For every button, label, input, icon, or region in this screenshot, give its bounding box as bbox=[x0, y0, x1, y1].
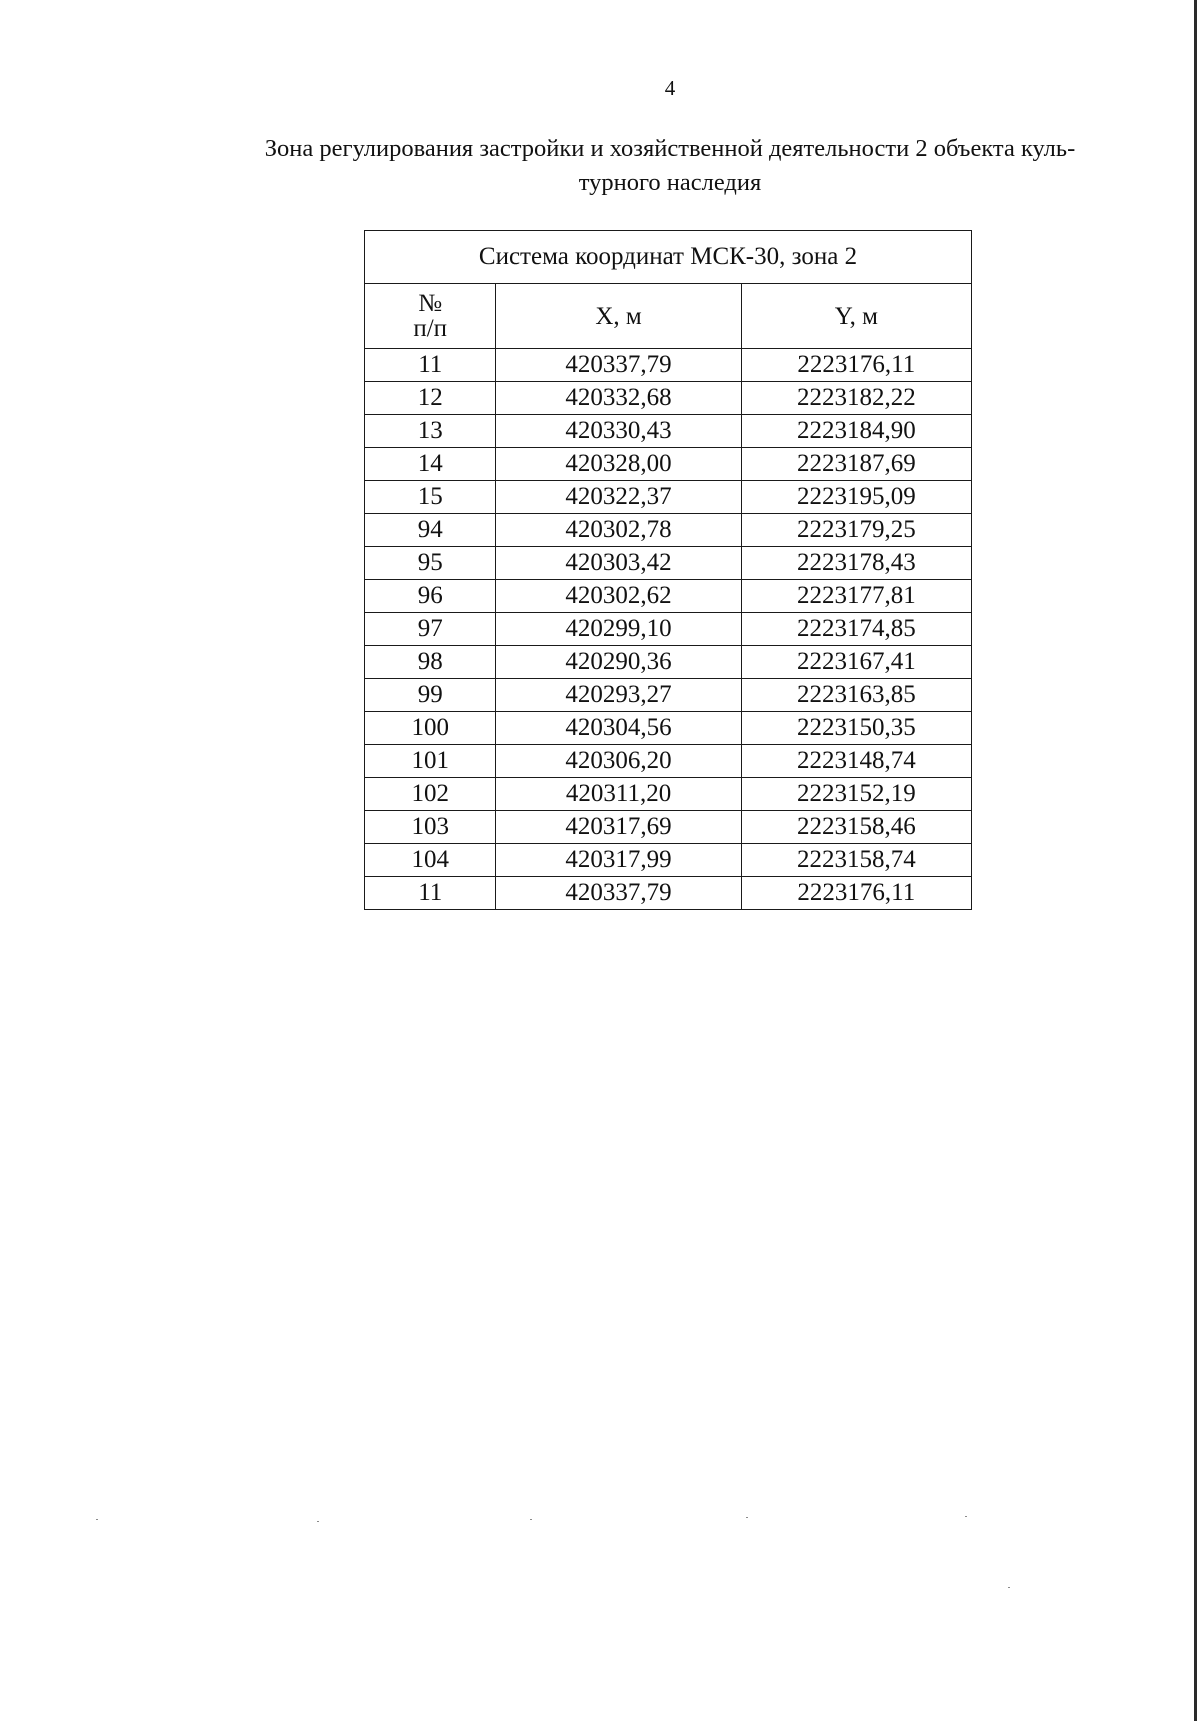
point-number-cell: 11 bbox=[365, 877, 496, 910]
point-number-cell: 100 bbox=[365, 712, 496, 745]
point-number-cell: 99 bbox=[365, 679, 496, 712]
x-coordinate-cell: 420337,79 bbox=[496, 877, 741, 910]
scan-speck bbox=[965, 1516, 967, 1517]
point-number-cell: 11 bbox=[365, 349, 496, 382]
x-coordinate-cell: 420332,68 bbox=[496, 382, 741, 415]
coordinates-table bbox=[364, 230, 972, 910]
y-coordinate-cell: 2223163,85 bbox=[741, 679, 971, 712]
point-number-cell: 98 bbox=[365, 646, 496, 679]
table-caption: Система координат МСК-30, зона 2 bbox=[365, 231, 972, 284]
table-row bbox=[365, 448, 972, 481]
point-number-cell: 94 bbox=[365, 514, 496, 547]
x-coordinate-cell: 420303,42 bbox=[496, 547, 741, 580]
point-number-cell: 96 bbox=[365, 580, 496, 613]
y-coordinate-cell: 2223167,41 bbox=[741, 646, 971, 679]
x-coordinate-cell: 420290,36 bbox=[496, 646, 741, 679]
table-row bbox=[365, 547, 972, 580]
x-coordinate-cell: 420293,27 bbox=[496, 679, 741, 712]
table-row bbox=[365, 745, 972, 778]
point-number-cell: 13 bbox=[365, 415, 496, 448]
point-number-cell: 104 bbox=[365, 844, 496, 877]
column-header-number-symbol: № bbox=[418, 290, 443, 317]
y-coordinate-cell: 2223174,85 bbox=[741, 613, 971, 646]
table-row bbox=[365, 712, 972, 745]
table-row bbox=[365, 679, 972, 712]
y-coordinate-cell: 2223148,74 bbox=[741, 745, 971, 778]
y-coordinate-cell: 2223177,81 bbox=[741, 580, 971, 613]
table-row bbox=[365, 481, 972, 514]
scan-speck bbox=[530, 1519, 532, 1520]
x-coordinate-cell: 420306,20 bbox=[496, 745, 741, 778]
scan-speck bbox=[1008, 1587, 1010, 1588]
table-row bbox=[365, 415, 972, 448]
x-coordinate-cell: 420304,56 bbox=[496, 712, 741, 745]
point-number-cell: 97 bbox=[365, 613, 496, 646]
point-number-cell: 14 bbox=[365, 448, 496, 481]
table-row bbox=[365, 844, 972, 877]
table-row bbox=[365, 646, 972, 679]
y-coordinate-cell: 2223179,25 bbox=[741, 514, 971, 547]
scan-speck bbox=[96, 1519, 98, 1520]
column-header-number bbox=[365, 284, 496, 349]
y-coordinate-cell: 2223187,69 bbox=[741, 448, 971, 481]
column-header-y: Y, м bbox=[741, 284, 971, 349]
x-coordinate-cell: 420311,20 bbox=[496, 778, 741, 811]
scan-page-edge bbox=[1194, 0, 1197, 1721]
x-coordinate-cell: 420302,78 bbox=[496, 514, 741, 547]
page-number: 4 bbox=[664, 76, 676, 100]
table-row bbox=[365, 778, 972, 811]
x-coordinate-cell: 420299,10 bbox=[496, 613, 741, 646]
column-header-number-abbr: п/п bbox=[413, 315, 448, 342]
table-row bbox=[365, 811, 972, 844]
table-body bbox=[365, 349, 972, 910]
point-number-cell: 102 bbox=[365, 778, 496, 811]
y-coordinate-cell: 2223182,22 bbox=[741, 382, 971, 415]
y-coordinate-cell: 2223176,11 bbox=[741, 877, 971, 910]
x-coordinate-cell: 420322,37 bbox=[496, 481, 741, 514]
y-coordinate-cell: 2223184,90 bbox=[741, 415, 971, 448]
point-number-cell: 103 bbox=[365, 811, 496, 844]
y-coordinate-cell: 2223176,11 bbox=[741, 349, 971, 382]
y-coordinate-cell: 2223158,46 bbox=[741, 811, 971, 844]
x-coordinate-cell: 420330,43 bbox=[496, 415, 741, 448]
table-row bbox=[365, 877, 972, 910]
table-row bbox=[365, 580, 972, 613]
table-row bbox=[365, 382, 972, 415]
point-number-cell: 15 bbox=[365, 481, 496, 514]
document-title bbox=[180, 132, 1160, 200]
table-row bbox=[365, 613, 972, 646]
x-coordinate-cell: 420317,99 bbox=[496, 844, 741, 877]
point-number-cell: 95 bbox=[365, 547, 496, 580]
table-header-row bbox=[365, 284, 972, 349]
y-coordinate-cell: 2223178,43 bbox=[741, 547, 971, 580]
document-title-line-1: Зона регулирования застройки и хозяйственной деятельности 2 объекта куль- bbox=[264, 135, 1076, 162]
y-coordinate-cell: 2223158,74 bbox=[741, 844, 971, 877]
y-coordinate-cell: 2223195,09 bbox=[741, 481, 971, 514]
point-number-cell: 12 bbox=[365, 382, 496, 415]
y-coordinate-cell: 2223152,19 bbox=[741, 778, 971, 811]
y-coordinate-cell: 2223150,35 bbox=[741, 712, 971, 745]
scan-speck bbox=[317, 1521, 319, 1522]
table-row bbox=[365, 514, 972, 547]
table-row bbox=[365, 349, 972, 382]
x-coordinate-cell: 420317,69 bbox=[496, 811, 741, 844]
x-coordinate-cell: 420302,62 bbox=[496, 580, 741, 613]
column-header-x: X, м bbox=[496, 284, 741, 349]
point-number-cell: 101 bbox=[365, 745, 496, 778]
x-coordinate-cell: 420337,79 bbox=[496, 349, 741, 382]
x-coordinate-cell: 420328,00 bbox=[496, 448, 741, 481]
scan-speck bbox=[746, 1517, 748, 1518]
document-title-line-2: турного наследия bbox=[578, 169, 762, 196]
